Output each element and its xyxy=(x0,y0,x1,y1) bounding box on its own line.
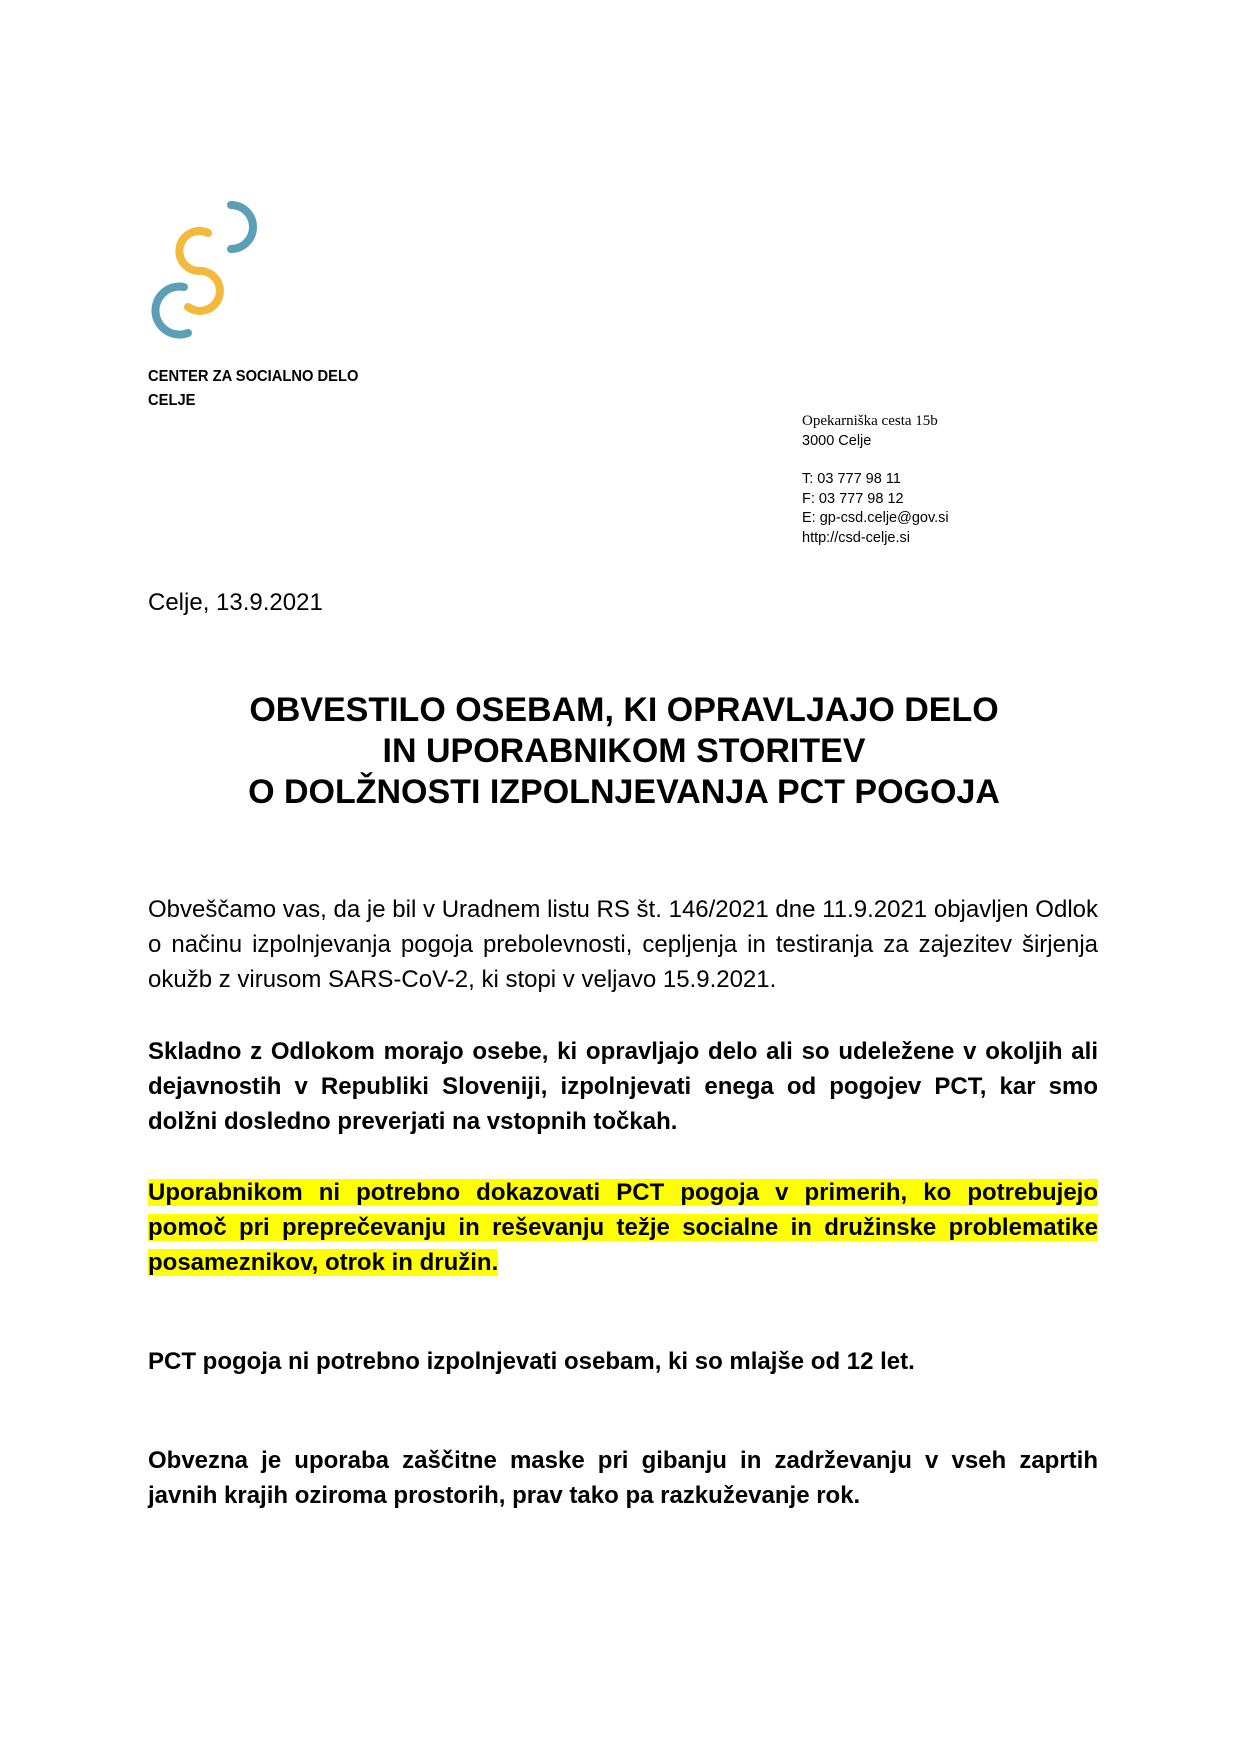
contact-website[interactable]: http://csd-celje.si xyxy=(802,529,910,546)
contact-city: 3000 Celje xyxy=(802,432,872,449)
organization-name-line-2: CELJE xyxy=(148,392,196,409)
csd-logo xyxy=(146,195,270,343)
csd-logo-mark xyxy=(146,195,270,343)
document-date: Celje, 13.9.2021 xyxy=(148,589,323,616)
paragraph-user-exemption xyxy=(148,1175,1098,1280)
contact-email[interactable]: E: gp-csd.celje@gov.si xyxy=(802,510,949,526)
paragraph-mask-requirement: Obvezna je uporaba zaščitne maske pri gibanju in zadrževanju v vseh zaprtih javnih krajih oziroma prostorih, prav tako pa razkuževanje rok. xyxy=(148,1447,1098,1509)
organization-name-line-1: CENTER ZA SOCIALNO DELO xyxy=(148,368,359,385)
contact-spacer xyxy=(802,451,949,470)
document-title xyxy=(148,690,1100,813)
contact-block xyxy=(802,412,949,548)
title-line-2: IN UPORABNIKOM STORITEV xyxy=(382,732,866,770)
title-line-1: OBVESTILO OSEBAM, KI OPRAVLJAJO DELO xyxy=(249,691,999,729)
contact-street: Opekarniška cesta 15b xyxy=(802,413,938,429)
paragraph-pct-requirement: Skladno z Odlokom morajo osebe, ki opravljajo delo ali so udeležene v okoljih ali dejavnostih v Republiki Sloveniji, izpolnjevati enega od pogojev PCT, kar smo dolžni dosledno preverjati na vstopnih točkah. xyxy=(148,1038,1098,1135)
contact-phone: T: 03 777 98 11 xyxy=(802,471,901,487)
paragraph-announcement: Obveščamo vas, da je bil v Uradnem listu RS št. 146/2021 dne 11.9.2021 objavljen Odlok o načinu izpolnjevanja pogoja prebolevnosti, cepljenja in testiranja za zajezitev širjenja okužb z virusom SARS-CoV-2, ki stopi v veljavo 15.9.2021. xyxy=(148,896,1098,993)
title-line-3: O DOLŽNOSTI IZPOLNJEVANJA PCT POGOJA xyxy=(248,773,1000,811)
contact-fax: F: 03 777 98 12 xyxy=(802,490,904,507)
highlighted-text: Uporabnikom ni potrebno dokazovati PCT pogoja v primerih, ko potrebujejo pomoč pri preprečevanju in reševanju težje socialne in družinske problematike posameznikov, otrok in družin. xyxy=(148,1179,1098,1276)
paragraph-age-exemption: PCT pogoja ni potrebno izpolnjevati osebam, ki so mlajše od 12 let. xyxy=(148,1348,915,1375)
organization-name xyxy=(148,365,358,413)
